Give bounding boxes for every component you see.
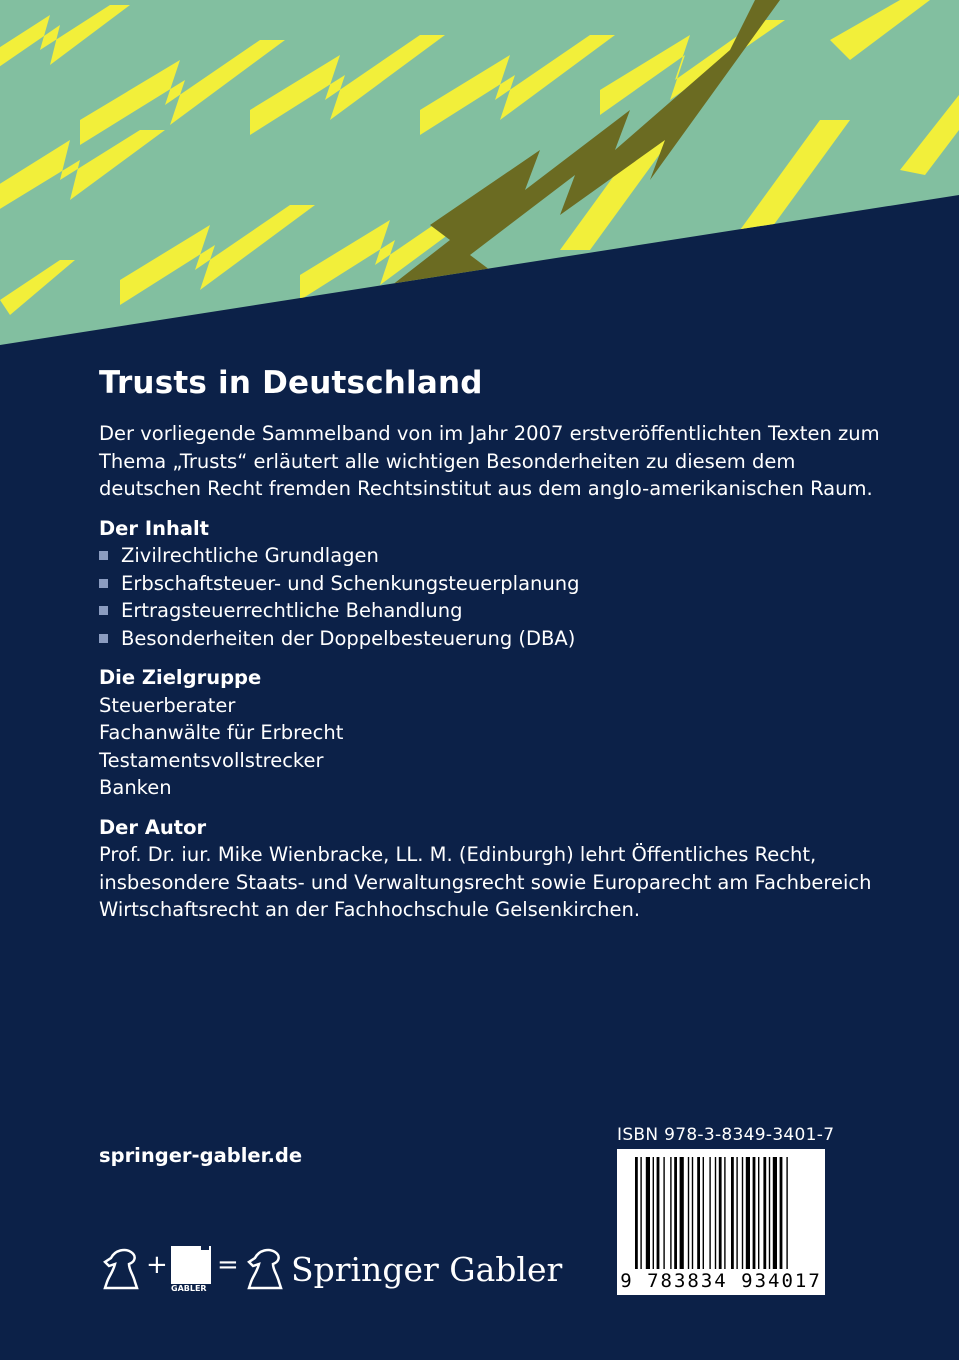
barcode-bar — [709, 1157, 710, 1269]
barcode-bar — [719, 1157, 722, 1269]
autor-text: Prof. Dr. iur. Mike Wienbracke, LL. M. (Edinburgh) lehrt Öffentliches Recht, insbesondere Staats- und Verwaltungsrecht sowie Europarecht am Fachbereich Wirtschaftsrecht an der Fachhochschule Gelsenkirchen. — [99, 843, 872, 921]
list-item: Zivilrechtliche Grundlagen — [99, 542, 889, 570]
cover-text — [99, 362, 889, 936]
list-item: Besonderheiten der Doppelbesteuerung (DBA) — [99, 625, 889, 653]
barcode-bar — [670, 1157, 671, 1269]
zielgruppe-item: Steuerberater — [99, 693, 236, 717]
website-link[interactable]: springer-gabler.de — [99, 1144, 303, 1167]
zielgruppe-item: Testamentsvollstrecker — [99, 748, 324, 772]
square-bullet-icon — [99, 579, 108, 588]
zielgruppe-heading: Die Zielgruppe — [99, 666, 262, 689]
publisher-logo — [99, 1240, 563, 1300]
barcode-bar — [674, 1157, 677, 1269]
springer-knight-icon — [99, 1246, 143, 1292]
barcode-bar — [697, 1157, 700, 1269]
plus-sign: + — [146, 1250, 168, 1280]
barcode-bar — [663, 1157, 664, 1269]
banner-background — [0, 0, 959, 345]
square-bullet-icon — [99, 634, 108, 643]
inhalt-list — [99, 542, 889, 652]
springer-knight-icon — [243, 1246, 287, 1292]
barcode-bar — [736, 1157, 737, 1269]
barcode-bar — [688, 1157, 689, 1269]
barcode-bar — [773, 1157, 777, 1269]
barcode-bar — [763, 1157, 766, 1269]
section-autor — [99, 814, 889, 924]
barcode-bar — [753, 1157, 756, 1269]
list-item: Erbschaftsteuer- und Schenkungsteuerplanung — [99, 570, 889, 598]
gabler-mini-label: GABLER — [171, 1284, 207, 1293]
barcode-bar — [646, 1157, 650, 1269]
gabler-block-icon — [171, 1246, 211, 1284]
barcode-bar — [742, 1157, 743, 1269]
barcode-bar — [680, 1157, 684, 1269]
isbn-label: ISBN 978-3-8349-3401-7 — [617, 1125, 835, 1145]
barcode-bar — [780, 1157, 783, 1269]
barcode-bar — [635, 1157, 638, 1269]
barcode-bar — [640, 1157, 641, 1269]
section-zielgruppe — [99, 664, 889, 802]
barcode-bar — [731, 1157, 734, 1269]
barcode-bar — [715, 1157, 716, 1269]
gabler-mini-logo — [171, 1246, 211, 1296]
zielgruppe-item: Fachanwälte für Erbrecht — [99, 721, 344, 744]
barcode-bar — [769, 1157, 770, 1269]
barcode-bar — [758, 1157, 759, 1269]
equals-sign: = — [217, 1250, 239, 1280]
autor-heading: Der Autor — [99, 815, 207, 839]
barcode-bar — [653, 1157, 654, 1269]
section-inhalt — [99, 515, 889, 653]
barcode-digits: 9 783834 934017 — [620, 1270, 822, 1292]
cover-banner-graphic — [0, 0, 959, 345]
barcode-bar — [703, 1157, 704, 1269]
barcode-bar — [692, 1157, 693, 1269]
barcode-bar — [724, 1157, 725, 1269]
intro-text: Der vorliegende Sammelband von im Jahr 2007 erstveröffentlichten Texten zum Thema „Trusts“ erläutert alle wichtigen Besonderheiten zu diesem dem deutschen Recht fremden Rechtsinstitut aus dem anglo-amerikanischen Raum. — [99, 422, 880, 500]
list-item: Ertragsteuerrechtliche Behandlung — [99, 597, 889, 625]
zielgruppe-item: Banken — [99, 776, 172, 799]
barcode-bar — [657, 1157, 660, 1269]
springer-gabler-wordmark: Springer Gabler — [291, 1250, 563, 1289]
square-bullet-icon — [99, 551, 108, 560]
book-title: Trusts in Deutschland — [99, 365, 483, 401]
square-bullet-icon — [99, 606, 108, 615]
inhalt-heading: Der Inhalt — [99, 516, 210, 540]
barcode-bar — [746, 1157, 750, 1269]
barcode-bar — [786, 1157, 787, 1269]
